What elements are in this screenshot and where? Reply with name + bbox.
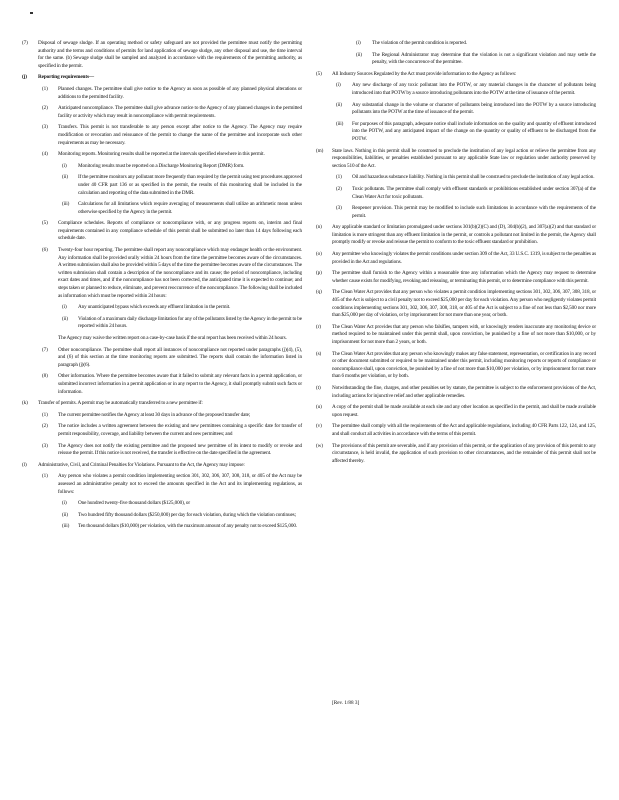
paragraph xyxy=(24,247,302,300)
paragraph-number: (i) xyxy=(356,40,361,46)
paragraph-number: (ii) xyxy=(336,101,342,108)
paragraph xyxy=(318,251,596,266)
paragraph xyxy=(24,443,302,458)
paragraph-text: Administrative, Civil, and Criminal Penalties for Violations. Pursuant to the Act, the Agency may impose: xyxy=(38,461,245,468)
paragraph xyxy=(318,40,596,48)
paragraph-text: Any permittee who knowingly violates the permit conditions under section 309 of the Act, 33 U.S.C. 1319, is subject to the penalties as provided in the Act and regulations. xyxy=(332,251,596,265)
paragraph-text: The Regional Administrator may determine that the violation is not a significant violation and may settle the penalty, with the concurrence of the permittee. xyxy=(372,51,596,66)
paragraph-text: The notice includes a written agreement between the existing and new permittees containing a specific date for transfer of permit responsibility, coverage, and liability between the current and new permittees; and xyxy=(58,423,302,437)
paragraph-number: (ii) xyxy=(62,315,68,322)
paragraph xyxy=(318,324,596,347)
paragraph xyxy=(318,404,596,419)
paragraph xyxy=(318,121,596,144)
paragraph-text: Planned changes. The permittee shall give notice to the Agency as soon as possible of any planned physical alterations or additions to the permitted facility. xyxy=(58,85,302,100)
paragraph-number: (1) xyxy=(42,473,48,480)
paragraph xyxy=(318,186,596,201)
paragraph xyxy=(24,174,302,197)
paragraph xyxy=(24,124,302,147)
paragraph-number: (ii) xyxy=(62,511,68,518)
paragraph xyxy=(24,500,302,508)
paragraph xyxy=(318,82,596,97)
paragraph-number: (2) xyxy=(42,423,48,430)
paragraph xyxy=(24,220,302,243)
paragraph-number: (n) xyxy=(316,224,322,231)
paragraph-number: (1) xyxy=(42,411,48,418)
paragraph-number: (iii) xyxy=(62,523,70,530)
revision-note: [Rev. 1/88 3] xyxy=(332,700,360,706)
paragraph-text: Reporting requirements— xyxy=(38,74,94,81)
paragraph xyxy=(24,423,302,438)
paragraph xyxy=(318,224,596,247)
paragraph xyxy=(318,423,596,438)
paragraph xyxy=(318,174,596,182)
paragraph-number: (5) xyxy=(316,70,322,77)
paragraph-text: Compliance schedules. Reports of compliance or noncompliance with, or any progress reports on, interim and final requirements contained in any compliance schedule of this permit shall be submitted no later than 14 days following each schedule date. xyxy=(58,220,302,242)
paragraph xyxy=(24,473,302,496)
paragraph-number: (1) xyxy=(42,85,48,92)
paragraph-number: (1) xyxy=(336,174,342,181)
paragraph-number: (8) xyxy=(42,373,48,380)
paragraph xyxy=(24,86,302,101)
paragraph xyxy=(24,523,302,531)
paragraph-number: (q) xyxy=(316,289,322,296)
paragraph xyxy=(24,512,302,520)
paragraph xyxy=(24,201,302,216)
paragraph-text: The Agency may waive the written report on a case-by-case basis if the oral report has been received within 24 hours. xyxy=(58,335,287,341)
paragraph xyxy=(24,373,302,396)
paragraph-text: The permittee shall furnish to the Agency within a reasonable time any information which the Agency may request to determine whether cause exists for modifying, revoking and reissuing, or terminating this permit, or to determine compliance with this permit. xyxy=(332,270,596,284)
paragraph-number: (7) xyxy=(22,40,28,46)
paragraph-text: Reopener provision. This permit may be modified to include such limitations in accordance with the requirements of the permit. xyxy=(352,205,596,219)
paragraph-number: (t) xyxy=(316,384,321,391)
paragraph xyxy=(24,163,302,171)
paragraph-text: The current permittee notifies the Agency at least 30 days in advance of the proposed transfer date; xyxy=(58,411,251,418)
paragraph xyxy=(24,335,302,343)
paragraph-text: Other information. Where the permittee becomes aware that it failed to submit any relevant facts in a permit application, or submitted incorrect information in a permit application or in any report to the Agency, it shall promptly submit such facts or information. xyxy=(58,373,302,395)
paragraph-text: Monitoring reports. Monitoring results shall be reported at the intervals specified elsewhere in this permit. xyxy=(58,151,265,158)
paragraph-number: (ii) xyxy=(356,51,362,58)
paragraph xyxy=(318,270,596,285)
paragraph xyxy=(24,304,302,312)
paragraph-number: (i) xyxy=(336,82,341,89)
paragraph xyxy=(24,347,302,370)
paragraph-number: (3) xyxy=(42,442,48,449)
paragraph-number: (j) xyxy=(22,74,27,81)
paragraph-text: The Clean Water Act provides that any person who knowingly makes any false statement, representation, or certification in any record or other document submitted or required to be maintained under this permit, including monitoring reports or reports of compliance or noncompliance shall, upon conviction, be punished by a fine of not more than $10,000 per violation, or by imprisonment for not more than 6 months per violation, or by both. xyxy=(332,350,596,380)
paragraph-text: Any applicable standard or limitation promulgated under sections 301(b)(2)(C) and (D), 304(b)(2), and 307(a)(2) and that standard or limitation is more stringent than any effluent limitation in the permit, or controls a pollutant not limited in the permit, the Agency shall promptly modify or revoke and reissue the permit to conform to the toxic effluent standard or prohibition. xyxy=(332,224,596,246)
paragraph-text: All Industry Sources Regulated by the Act must provide information to the Agency as follows: xyxy=(332,70,517,77)
paragraph xyxy=(318,71,596,79)
paragraph xyxy=(24,462,302,470)
paragraph-text: Disposal of sewage sludge. If an operating method or safety safeguard are not provided the permittee must notify the permitting authority and the terms and conditions of permits for land application of sewage sludge, any other disposal and use, the time interval for the same. (b) Sewage sludge shall be sampled and analyzed in accordance with the requirements of the permitting authority, as specified in the permit. xyxy=(38,40,302,69)
paragraph-text: A copy of the permit shall be made available at each site and any other location as specified in the permit, and shall be made available upon request. xyxy=(332,404,596,418)
paragraph xyxy=(318,148,596,171)
paragraph xyxy=(24,412,302,420)
paragraph-text: Violation of a maximum daily discharge limitation for any of the pollutants listed by the Agency in the permit to be reported within 24 hours. xyxy=(78,315,302,330)
paragraph-number: (i) xyxy=(62,500,67,507)
paragraph-text: Transfer of permits. A permit may be automatically transferred to a new permittee if: xyxy=(38,400,203,407)
paragraph-text: State laws. Nothing in this permit shall be construed to preclude the institution of any legal action or relieve the permittee from any responsibilities, liabilities, or penalties established pursuant to any applicable State law or regulation under authority preserved by section 510 of the Act. xyxy=(332,147,596,169)
paragraph-number: (3) xyxy=(42,124,48,131)
paragraph-number: (4) xyxy=(42,151,48,158)
paragraph-text: The Clean Water Act provides that any person who violates a permit condition implementing sections 301, 302, 306, 307, 308, 318, or 405 of the Act is subject to a civil penalty not to exceed $25,000 per day for each violation. Any person who negligently violates permit conditions implementing sections 301, 302, 306, 307, 308, 318, or 405 of the Act is subject to a fine of not less than $2,500 nor more than $25,000 per day of violation, or by imprisonment for not more than one year, or both. xyxy=(332,289,596,319)
paragraph-text: Two hundred fifty thousand dollars ($250,000) per day for each violation, during which the violation continues; xyxy=(78,511,296,518)
paragraph-text: The provisions of this permit are severable, and if any provision of this permit, or the application of any provision of this permit to any circumstance, is held invalid, the application of such provision to other circumstances, and the remainder of this permit shall not be affected thereby. xyxy=(332,442,596,464)
paragraph xyxy=(318,102,596,117)
paragraph-number: (ii) xyxy=(62,174,68,181)
paragraph xyxy=(24,105,302,120)
paragraph-number: (7) xyxy=(42,346,48,353)
paragraph xyxy=(318,443,596,466)
paragraph-number: (6) xyxy=(42,247,48,254)
paragraph-number: (o) xyxy=(316,251,322,258)
paragraph-text: Toxic pollutants. The permittee shall comply with effluent standards or prohibitions established under section 307(a) of the Clean Water Act for toxic pollutants. xyxy=(352,185,596,200)
paragraph-text: Any substantial change in the volume or character of pollutants being introduced into the POTW by a source introducing pollutants into the POTW at the time of issuance of the permit. xyxy=(352,101,596,116)
paragraph xyxy=(318,289,596,319)
paragraph-text: Ten thousand dollars ($10,000) per violation, with the maximum amount of any penalty not to exceed $125,000. xyxy=(78,523,298,530)
paragraph-number: (2) xyxy=(42,105,48,112)
left-column xyxy=(24,40,302,535)
paragraph-text: One hundred twenty-five thousand dollars ($125,000), or xyxy=(78,500,191,507)
paragraph xyxy=(318,205,596,220)
paragraph-text: If the permittee monitors any pollutant more frequently than required by the permit using test procedures approved under 40 CFR part 136 or as specified in the permit, the results of this monitoring shall be included in the calculation and reporting of the data submitted in the DMR. xyxy=(78,174,302,196)
paragraph-number: (iii) xyxy=(62,201,70,208)
paragraph-text: Twenty-four hour reporting. The permittee shall report any noncompliance which may endanger health or the environment. Any information shall be provided orally within 24 hours from the time the permittee becomes aware of the circumstances. A written submission shall also be provided within 5 days of the time the permittee becomes aware of the circumstances. The written submission shall contain a description of the noncompliance and its cause; the period of noncompliance, including exact dates and times, and if the noncompliance has not been corrected, the anticipated time it is expected to continue; and steps taken or planned to reduce, eliminate, and prevent reoccurrence of the noncompliance. The following shall be included as information which must be reported within 24 hours: xyxy=(58,247,302,299)
scan-mark xyxy=(30,12,33,14)
paragraph-number: (w) xyxy=(316,442,323,449)
paragraph-text: Calculations for all limitations which require averaging of measurements shall utilize an arithmetic mean unless otherwise specified by the Agency in the permit. xyxy=(78,201,302,215)
paragraph xyxy=(24,40,302,70)
paragraph-number: (u) xyxy=(316,404,322,411)
paragraph-number: (r) xyxy=(316,323,321,330)
paragraph-number: (i) xyxy=(62,162,67,169)
paragraph-number: (5) xyxy=(42,220,48,227)
paragraph xyxy=(24,400,302,408)
paragraph-text: For purposes of this paragraph, adequate notice shall include information on the quality and quantity of effluent introduced into the POTW, and any anticipated impact of the change on the quantity or quality of effluent to be discharged from the POTW. xyxy=(352,120,596,142)
paragraph-number: (s) xyxy=(316,350,322,357)
paragraph-number: (v) xyxy=(316,423,322,430)
paragraph xyxy=(24,316,302,331)
paragraph-text: Other noncompliance. The permittee shall report all instances of noncompliance not reported under paragraphs (j)(4), (5), and (6) of this section at the time monitoring reports are submitted. The reports shall contain the information listed in paragraph (j)(6). xyxy=(58,346,302,368)
paragraph-text: Monitoring results must be reported on a Discharge Monitoring Report (DMR) form. xyxy=(78,162,245,169)
paragraph-number: (i) xyxy=(62,304,67,311)
paragraph-text: Notwithstanding the fine, charges, and other penalties set by statute, the permittee is subject to the enforcement provisions of the Act, including actions for injunctive relief and other applicable remedies. xyxy=(332,384,596,399)
paragraph-text: Any unanticipated bypass which exceeds any effluent limitation in the permit. xyxy=(78,304,231,311)
paragraph-number: (2) xyxy=(336,185,342,192)
paragraph-text: The permittee shall comply with all the requirements of the Act and applicable regulations, including 40 CFR Parts 122, 124, and 125, and shall conduct all activities in accordance with the terms of this permit. xyxy=(332,423,596,437)
paragraph-text: Any person who violates a permit condition implementing section 301, 302, 306, 307, 308, 318, or 405 of the Act may be assessed an administrative penalty not to exceed the amounts specified in the Act and its implementing regulations, as follows: xyxy=(58,473,302,495)
paragraph-text: Any new discharge of any toxic pollutant into the POTW, or any material changes in the character of pollutants being introduced into that POTW by a source introducing pollutants into the POTW at the time of issuance of the permit. xyxy=(352,82,596,96)
paragraph-text: Anticipated noncompliance. The permittee shall give advance notice to the Agency of any planned changes in the permitted facility or activity which may result in noncompliance with permit requirements. xyxy=(58,105,302,119)
paragraph-number: (iii) xyxy=(336,120,344,127)
paragraph-number: (l) xyxy=(22,461,27,468)
paragraph-text: Oil and hazardous substance liability. Nothing in this permit shall be construed to preclude the institution of any legal action. xyxy=(352,174,595,181)
paragraph-number: (p) xyxy=(316,270,322,277)
paragraph-number: (3) xyxy=(336,205,342,212)
paragraph xyxy=(318,351,596,381)
paragraph-text: The Agency does not notify the existing permittee and the proposed new permittee of its intent to modify or revoke and reissue the permit. If this notice is not received, the transfer is effective on the date specified in the agreement. xyxy=(58,442,302,457)
paragraph-text: The Clean Water Act provides that any person who falsifies, tampers with, or knowingly renders inaccurate any monitoring device or method required to be maintained under this permit shall, upon conviction, be punished by a fine of not more than $10,000, or by imprisonment for not more than 2 years, or both. xyxy=(332,323,596,345)
right-column xyxy=(318,40,596,469)
paragraph xyxy=(318,52,596,67)
paragraph xyxy=(318,385,596,400)
paragraph xyxy=(24,74,302,82)
paragraph-text: Transfers. This permit is not transferable to any person except after notice to the Agency. The Agency may require modification or revocation and reissuance of the permit to change the name of the permittee and incorporate such other requirements as may be necessary. xyxy=(58,124,302,146)
paragraph-text: The violation of the permit condition is reported. xyxy=(372,40,468,46)
paragraph xyxy=(24,151,302,159)
paragraph-number: (k) xyxy=(22,400,28,407)
paragraph-number: (m) xyxy=(316,147,324,154)
